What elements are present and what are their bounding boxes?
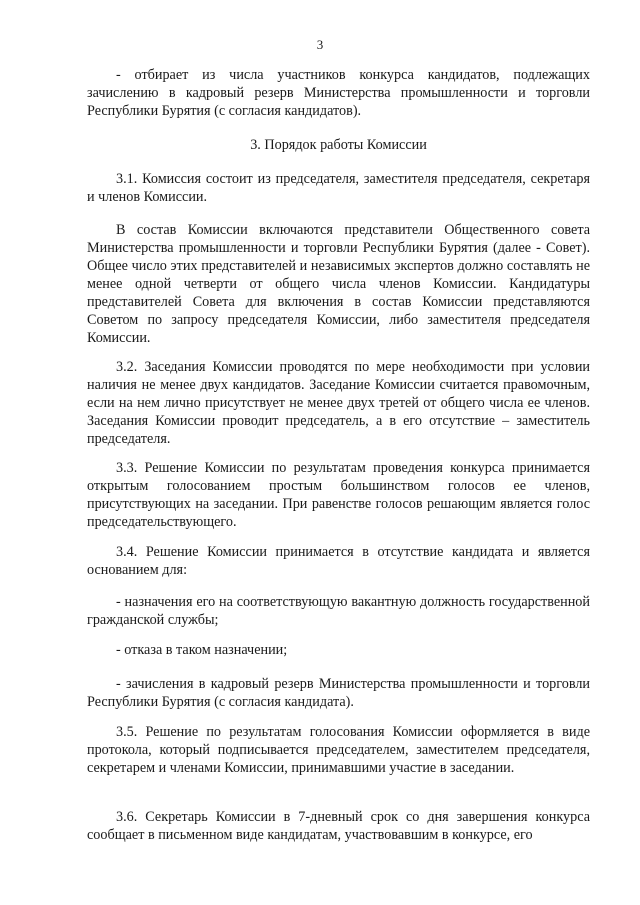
list-item-refusal: - отказа в таком назначении; (116, 642, 288, 658)
paragraph-3-3: 3.3. Решение Комиссии по результатам проведения конкурса принимается открытым голосованием простым большинством голосов ее членов, присутствующих на заседании. При равенстве голосов решающим является голос председательствующего. (87, 460, 590, 530)
page-number: 3 (316, 37, 324, 52)
paragraph-intro-item: - отбирает из числа участников конкурса кандидатов, подлежащих зачислению в кадровый резерв Министерства промышленности и торговли Республики Бурятия (с согласия кандидатов). (87, 67, 590, 119)
paragraph-3-1: 3.1. Комиссия состоит из председателя, заместителя председателя, секретаря и членов Комиссии. (87, 171, 590, 205)
paragraph-council: В состав Комиссии включаются представители Общественного совета Министерства промышленности и торговли Республики Бурятия (далее - Совет). Общее число этих представителей и независимых экспертов должно составлять не менее одной четверти от общего числа членов Комиссии. Кандидатуры представителей Совета для включения в состав Комиссии представляются Советом по запросу председателя Комиссии, либо заместителя председателя Комиссии. (87, 222, 590, 346)
section-heading: 3. Порядок работы Комиссии (250, 137, 427, 153)
list-item-reserve: - зачисления в кадровый резерв Министерства промышленности и торговли Республики Бурятия (с согласия кандидата). (87, 676, 590, 710)
paragraph-3-6: 3.6. Секретарь Комиссии в 7-дневный срок со дня завершения конкурса сообщает в письменном виде кандидатам, участвовавшим в конкурсе, его (87, 809, 590, 843)
paragraph-3-5: 3.5. Решение по результатам голосования Комиссии оформляется в виде протокола, который подписывается председателем, заместителем председателя, секретарем и членами Комиссии, принимавшими участие в заседании. (87, 724, 590, 776)
paragraph-3-2: 3.2. Заседания Комиссии проводятся по мере необходимости при условии наличия не менее двух кандидатов. Заседание Комиссии считается правомочным, если на нем лично присутствует не менее двух третей от общего числа ее членов. Заседания Комиссии проводит председатель, а в его отсутствие – заместитель председателя. (87, 359, 590, 447)
paragraph-3-4: 3.4. Решение Комиссии принимается в отсутствие кандидата и является основанием для: (87, 544, 590, 578)
list-item-appointment: - назначения его на соответствующую вакантную должность государственной гражданской службы; (87, 594, 590, 628)
